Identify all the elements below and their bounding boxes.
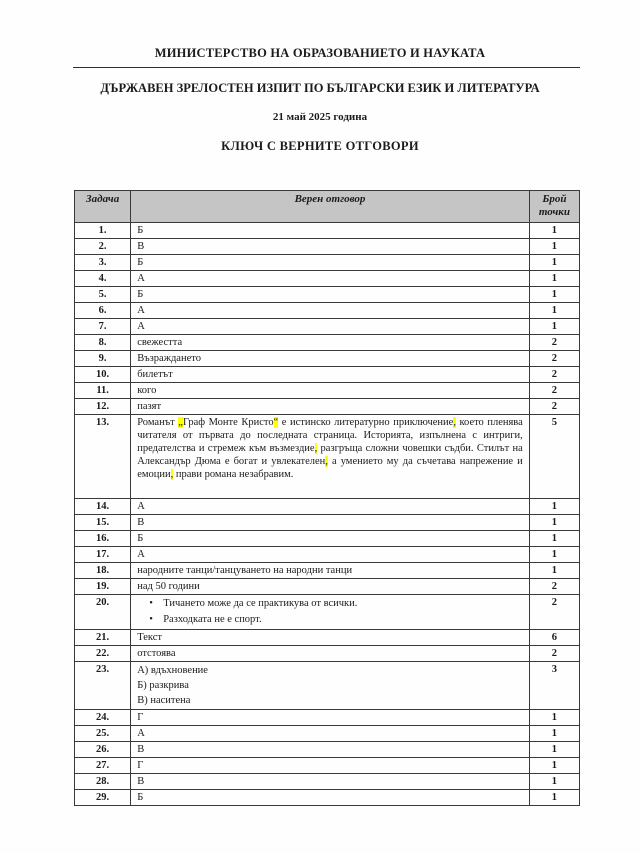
table-row [75, 547, 580, 563]
answer-cell [131, 415, 530, 499]
task-number: 4. [75, 271, 131, 287]
answer-cell: Текст [131, 630, 530, 646]
points-value: 2 [529, 367, 579, 383]
answer-line: Б) разкрива [137, 680, 189, 691]
table-header-row [75, 191, 580, 223]
answer-cell: свежестта [131, 335, 530, 351]
task-number: 29. [75, 790, 131, 806]
highlighted-text: , [170, 469, 174, 480]
table-row [75, 579, 580, 595]
points-value: 2 [529, 335, 579, 351]
column-header-points: Брой точки [529, 191, 579, 223]
task-number: 17. [75, 547, 131, 563]
task-number: 28. [75, 774, 131, 790]
table-row [75, 710, 580, 726]
task-number: 8. [75, 335, 131, 351]
points-value: 6 [529, 630, 579, 646]
task-number: 25. [75, 726, 131, 742]
task-number: 20. [75, 595, 131, 630]
table-row [75, 271, 580, 287]
points-value: 1 [529, 531, 579, 547]
table-row [75, 726, 580, 742]
task-number: 21. [75, 630, 131, 646]
answer-line: А) вдъхновение [137, 665, 208, 676]
task-number: 19. [75, 579, 131, 595]
task-number: 24. [75, 710, 131, 726]
answer-cell: народните танци/танцуването на народни танци [131, 563, 530, 579]
bullet-item [137, 596, 523, 612]
answer-text: а умението му да съчетава напрежение и емоции [137, 456, 523, 480]
table-row [75, 239, 580, 255]
answer-text: Граф Монте Кристо [182, 417, 274, 428]
table-row [75, 662, 580, 710]
task-number: 2. [75, 239, 131, 255]
points-value: 3 [529, 662, 579, 710]
answer-text: прави романа незабравим. [173, 469, 294, 480]
task-number: 14. [75, 499, 131, 515]
answer-cell: А [131, 499, 530, 515]
answer-cell: над 50 години [131, 579, 530, 595]
points-value: 1 [529, 319, 579, 335]
points-value: 1 [529, 255, 579, 271]
answer-cell: Б [131, 255, 530, 271]
task-number: 15. [75, 515, 131, 531]
task-number: 27. [75, 758, 131, 774]
answer-key-title: КЛЮЧ С ВЕРНИТЕ ОТГОВОРИ [221, 139, 419, 153]
points-value: 1 [529, 287, 579, 303]
points-value: 1 [529, 726, 579, 742]
bullet-icon: • [149, 598, 153, 609]
column-header-task: Задача [75, 191, 131, 223]
task-number: 18. [75, 563, 131, 579]
task-number: 23. [75, 662, 131, 710]
points-value: 2 [529, 579, 579, 595]
highlighted-text: , [453, 417, 456, 428]
points-value: 2 [529, 646, 579, 662]
task-number: 26. [75, 742, 131, 758]
table-row [75, 499, 580, 515]
points-value: 1 [529, 271, 579, 287]
answer-text: което пленява читателя от първата до последната страница. Историята, изпълнена с интриги, предателства и стремеж към възмездие [137, 417, 523, 454]
bullet-text: Разходката не е спорт. [163, 614, 262, 625]
answer-cell: кого [131, 383, 530, 399]
answer-cell: А [131, 547, 530, 563]
task-number: 1. [75, 223, 131, 239]
answer-cell: отстоява [131, 646, 530, 662]
document-header [0, 0, 640, 154]
header-divider [73, 67, 580, 68]
table-row [75, 415, 580, 499]
table-row [75, 563, 580, 579]
table-row [75, 742, 580, 758]
points-value: 2 [529, 351, 579, 367]
answer-cell: пазят [131, 399, 530, 415]
task-number: 13. [75, 415, 131, 499]
points-value: 1 [529, 223, 579, 239]
task-number: 22. [75, 646, 131, 662]
answer-cell: В [131, 742, 530, 758]
points-value: 1 [529, 303, 579, 319]
table-row [75, 319, 580, 335]
answer-text: Романът [137, 417, 179, 428]
answer-cell: Б [131, 223, 530, 239]
table-row [75, 287, 580, 303]
points-value: 1 [529, 547, 579, 563]
points-value: 1 [529, 239, 579, 255]
answer-cell [131, 595, 530, 630]
table-row [75, 774, 580, 790]
answer-table [74, 190, 580, 806]
answer-cell: Б [131, 287, 530, 303]
exam-title: ДЪРЖАВЕН ЗРЕЛОСТЕН ИЗПИТ ПО БЪЛГАРСКИ ЕЗИК И ЛИТЕРАТУРА [100, 81, 540, 95]
task-number: 12. [75, 399, 131, 415]
answer-cell: билетът [131, 367, 530, 383]
points-value: 2 [529, 383, 579, 399]
table-row [75, 531, 580, 547]
points-value: 1 [529, 499, 579, 515]
answer-cell: Възраждането [131, 351, 530, 367]
points-value: 1 [529, 563, 579, 579]
task-number: 10. [75, 367, 131, 383]
answer-cell: А [131, 319, 530, 335]
table-row [75, 630, 580, 646]
table-row [75, 383, 580, 399]
answer-cell: Г [131, 710, 530, 726]
table-row [75, 646, 580, 662]
table-row [75, 595, 580, 630]
exam-date: 21 май 2025 година [272, 111, 368, 123]
answer-text: е истинско литературно приключение [278, 417, 454, 428]
table-row [75, 790, 580, 806]
points-value: 1 [529, 774, 579, 790]
task-number: 9. [75, 351, 131, 367]
answer-cell: Б [131, 531, 530, 547]
task-number: 11. [75, 383, 131, 399]
answer-cell: В [131, 515, 530, 531]
points-value: 2 [529, 595, 579, 630]
highlighted-text: „ [178, 417, 183, 428]
table-row [75, 351, 580, 367]
column-header-answer: Верен отговор [131, 191, 530, 223]
points-value: 1 [529, 710, 579, 726]
table-row [75, 399, 580, 415]
table-row [75, 515, 580, 531]
highlighted-text: , [314, 443, 318, 454]
answer-line: В) наситена [137, 695, 191, 706]
table-row [75, 255, 580, 271]
answer-cell: А [131, 303, 530, 319]
bullet-icon: • [149, 614, 153, 625]
answer-cell: Г [131, 758, 530, 774]
highlighted-text: “ [273, 417, 279, 428]
answer-table-body [75, 223, 580, 806]
task-number: 5. [75, 287, 131, 303]
table-row [75, 303, 580, 319]
points-value: 1 [529, 790, 579, 806]
points-value: 2 [529, 399, 579, 415]
answer-table-container [74, 190, 580, 806]
bullet-text: Тичането може да се практикува от всички. [163, 598, 358, 609]
points-value: 1 [529, 742, 579, 758]
points-value: 5 [529, 415, 579, 499]
task-number: 6. [75, 303, 131, 319]
answer-cell: А [131, 271, 530, 287]
highlighted-text: , [325, 456, 328, 467]
table-row [75, 367, 580, 383]
answer-text: разгръща сложни човешки съдби. Стилът на Александър Дюма е богат и увлекателен [137, 443, 523, 467]
table-row [75, 758, 580, 774]
answer-cell: В [131, 239, 530, 255]
answer-cell: А [131, 726, 530, 742]
table-row [75, 223, 580, 239]
task-number: 16. [75, 531, 131, 547]
ministry-title: МИНИСТЕРСТВО НА ОБРАЗОВАНИЕТО И НАУКАТА [154, 46, 486, 60]
points-value: 1 [529, 758, 579, 774]
task-number: 3. [75, 255, 131, 271]
bullet-item [137, 612, 523, 628]
answer-cell [131, 662, 530, 710]
table-row [75, 335, 580, 351]
task-number: 7. [75, 319, 131, 335]
answer-cell: Б [131, 790, 530, 806]
answer-cell: В [131, 774, 530, 790]
points-value: 1 [529, 515, 579, 531]
